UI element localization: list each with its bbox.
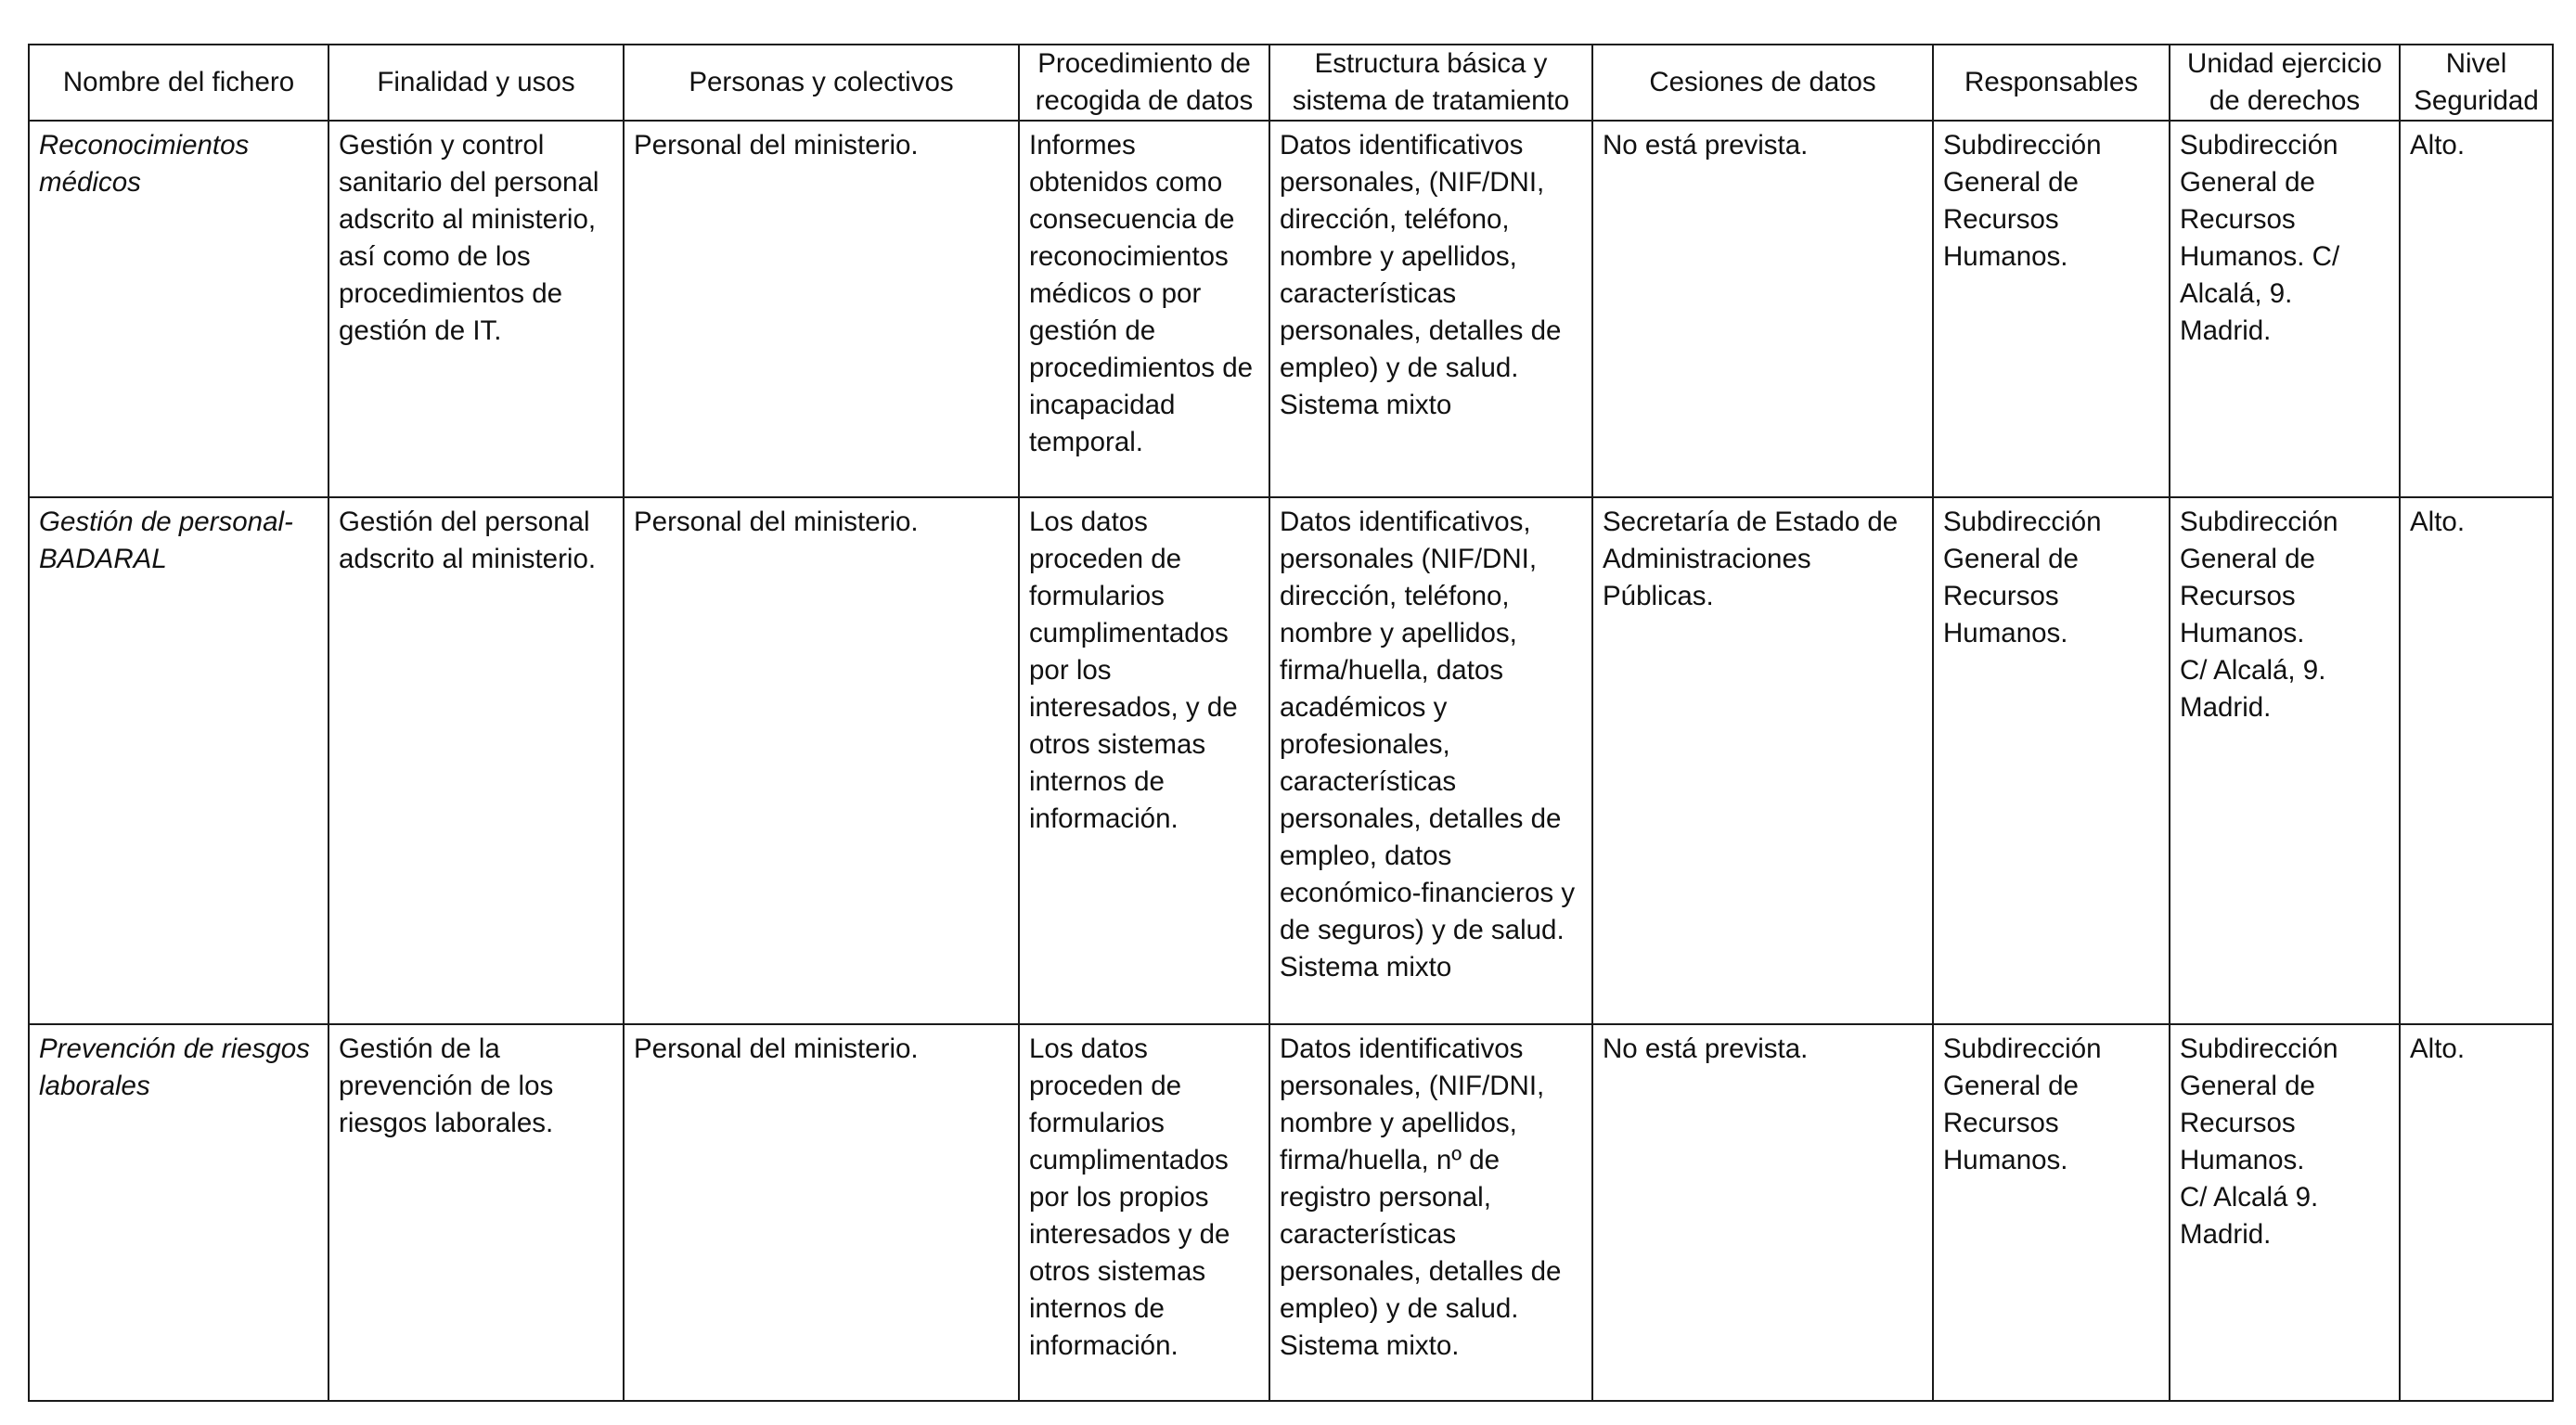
- cell-finalidad: Gestión y control sanitario del personal adscrito al ministerio, así como de los procedimientos de gestión de IT.: [328, 121, 624, 497]
- cell-personas: Personal del ministerio.: [624, 1024, 1019, 1401]
- cell-finalidad: Gestión del personal adscrito al ministerio.: [328, 497, 624, 1024]
- cell-nivel: Alto.: [2400, 1024, 2553, 1401]
- cell-responsables: Subdirección General de Recursos Humanos.: [1933, 497, 2170, 1024]
- cell-nivel: Alto.: [2400, 497, 2553, 1024]
- header-nombre-fichero: Nombre del fichero: [29, 45, 328, 121]
- cell-nombre: Gestión de personal-BADARAL: [29, 497, 328, 1024]
- table-row: [29, 121, 2553, 497]
- cell-cesiones: Secretaría de Estado de Administraciones Públicas.: [1592, 497, 1933, 1024]
- header-row: [29, 45, 2553, 121]
- cell-nivel: Alto.: [2400, 121, 2553, 497]
- header-estructura-basica: Estructura básica y sistema de tratamiento: [1269, 45, 1592, 121]
- table-row: [29, 1024, 2553, 1401]
- cell-unidad: Subdirección General de Recursos Humanos. C/ Alcalá, 9. Madrid.: [2170, 497, 2400, 1024]
- header-cesiones-datos: Cesiones de datos: [1592, 45, 1933, 121]
- cell-personas: Personal del ministerio.: [624, 121, 1019, 497]
- cell-estructura: Datos identificativos personales, (NIF/DNI, nombre y apellidos, firma/huella, nº de registro personal, características personales, detalles de empleo) y de salud. Sistema mixto.: [1269, 1024, 1592, 1401]
- header-personas-colectivos: Personas y colectivos: [624, 45, 1019, 121]
- data-files-table: [28, 44, 2554, 1402]
- cell-responsables: Subdirección General de Recursos Humanos.: [1933, 121, 2170, 497]
- cell-procedimiento: Los datos proceden de formularios cumplimentados por los propios interesados y de otros sistemas internos de información.: [1019, 1024, 1269, 1401]
- cell-unidad: Subdirección General de Recursos Humanos. C/ Alcalá, 9. Madrid.: [2170, 121, 2400, 497]
- header-procedimiento-recogida: Procedimiento de recogida de datos: [1019, 45, 1269, 121]
- cell-cesiones: No está prevista.: [1592, 1024, 1933, 1401]
- cell-finalidad: Gestión de la prevención de los riesgos laborales.: [328, 1024, 624, 1401]
- header-responsables: Responsables: [1933, 45, 2170, 121]
- cell-responsables: Subdirección General de Recursos Humanos.: [1933, 1024, 2170, 1401]
- header-finalidad-usos: Finalidad y usos: [328, 45, 624, 121]
- cell-estructura: Datos identificativos, personales (NIF/DNI, dirección, teléfono, nombre y apellidos, firma/huella, datos académicos y profesionales, características personales, detalles de empleo, datos económico-financieros y de seguros) y de salud. Sistema mixto: [1269, 497, 1592, 1024]
- cell-nombre: Reconocimientos médicos: [29, 121, 328, 497]
- cell-estructura: Datos identificativos personales, (NIF/DNI, dirección, teléfono, nombre y apellidos, características personales, detalles de empleo) y de salud. Sistema mixto: [1269, 121, 1592, 497]
- cell-unidad: Subdirección General de Recursos Humanos. C/ Alcalá 9. Madrid.: [2170, 1024, 2400, 1401]
- header-unidad-ejercicio: Unidad ejercicio de derechos: [2170, 45, 2400, 121]
- header-nivel-seguridad: Nivel Seguridad: [2400, 45, 2553, 121]
- table-row: [29, 497, 2553, 1024]
- cell-personas: Personal del ministerio.: [624, 497, 1019, 1024]
- cell-nombre: Prevención de riesgos laborales: [29, 1024, 328, 1401]
- cell-cesiones: No está prevista.: [1592, 121, 1933, 497]
- table-body: [29, 121, 2553, 1401]
- cell-procedimiento: Los datos proceden de formularios cumplimentados por los interesados, y de otros sistemas internos de información.: [1019, 497, 1269, 1024]
- table-header: [29, 45, 2553, 121]
- cell-procedimiento: Informes obtenidos como consecuencia de reconocimientos médicos o por gestión de procedimientos de incapacidad temporal.: [1019, 121, 1269, 497]
